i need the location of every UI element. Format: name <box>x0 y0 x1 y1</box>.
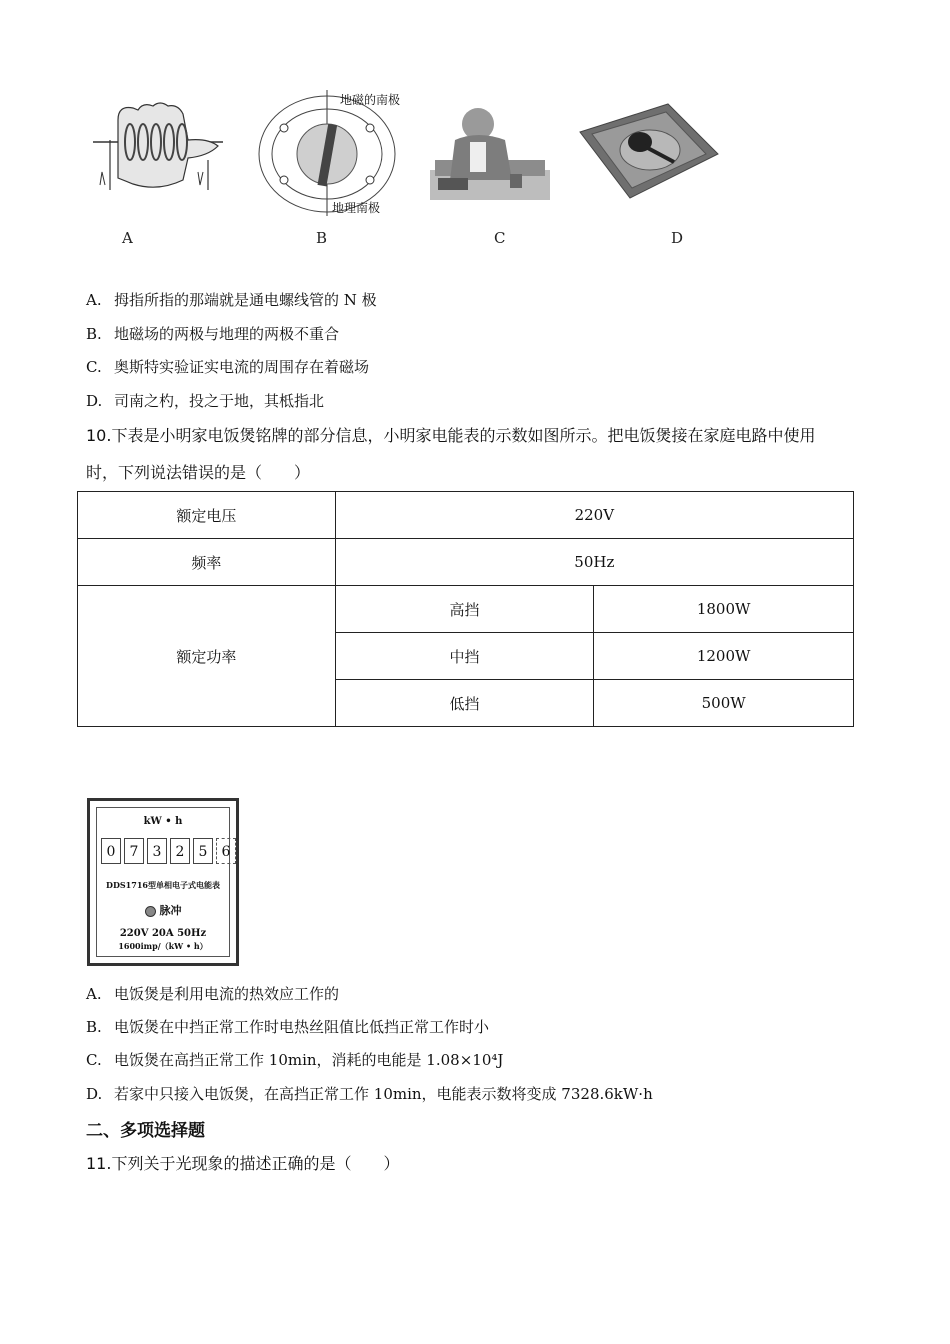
meter-imp: 1600imp/（kW • h） <box>118 941 208 951</box>
q10-option-a[interactable]: A. 电饭煲是利用电流的热效应工作的 <box>86 985 340 1003</box>
meter-digit: 0 <box>101 838 121 864</box>
power-low: 500W <box>594 680 854 727</box>
figure-b-label: B <box>316 229 328 247</box>
q10-option-d[interactable]: D. 若家中只接入电饭煲，在高挡正常工作 10min，电能表示数将变成 7328.6kW·h <box>86 1085 653 1103</box>
q9-option-c[interactable]: C. 奥斯特实验证实电流的周围存在着磁场 <box>86 358 370 376</box>
meter-digit: 3 <box>147 838 167 864</box>
q10-option-b[interactable]: B. 电饭煲在中挡正常工作时电热丝阻值比低挡正常工作时小 <box>86 1018 490 1036</box>
figure-b-bottom-caption: 地理南极 <box>332 201 381 215</box>
rice-cooker-spec-table <box>77 491 854 727</box>
gear-high: 高挡 <box>335 586 594 633</box>
energy-meter-panel <box>96 807 230 957</box>
power-mid: 1200W <box>594 633 854 680</box>
q9-option-d[interactable]: D. 司南之杓，投之于地，其柢指北 <box>86 392 325 410</box>
figure-d-sinan-compass <box>578 102 720 200</box>
figure-b-top-caption: 地磁的南极 <box>340 93 401 107</box>
table-row <box>78 586 854 633</box>
table-row <box>78 492 854 539</box>
frequency-label: 频率 <box>78 539 336 586</box>
meter-digit-decimal: 6 <box>216 838 236 864</box>
meter-spec: 220V 20A 50Hz <box>119 928 207 939</box>
meter-pulse: 脉冲 <box>97 902 229 918</box>
gear-low: 低挡 <box>335 680 594 727</box>
meter-digits <box>101 838 239 864</box>
q9-option-a[interactable]: A. 拇指所指的那端就是通电螺线管的 N 极 <box>86 291 377 309</box>
figure-c-oersted-experiment <box>430 100 550 205</box>
meter-digit: 5 <box>193 838 213 864</box>
q10-stem-line2: 时，下列说法错误的是（ ） <box>86 463 311 482</box>
q11-stem: 11.下列关于光现象的描述正确的是（ ） <box>86 1154 400 1173</box>
rated-voltage-label: 额定电压 <box>78 492 336 539</box>
table-row <box>78 539 854 586</box>
figure-d-label: D <box>671 229 684 247</box>
section-title: 二、多项选择题 <box>86 1121 205 1141</box>
frequency-value: 50Hz <box>335 539 853 586</box>
energy-meter <box>87 798 239 966</box>
figure-a-hand-coil <box>88 100 228 195</box>
meter-digit: 2 <box>170 838 190 864</box>
power-high: 1800W <box>594 586 854 633</box>
pulse-led-icon <box>145 906 156 917</box>
q10-stem-line1: 10.下表是小明家电饭煲铭牌的部分信息，小明家电能表的示数如图所示。把电饭煲接在家庭电路中使用 <box>86 426 816 445</box>
meter-unit: kW • h <box>143 816 183 827</box>
rated-voltage-value: 220V <box>335 492 853 539</box>
figure-c-label: C <box>494 229 506 247</box>
meter-digit: 7 <box>124 838 144 864</box>
q10-option-c[interactable]: C. 电饭煲在高挡正常工作 10min，消耗的电能是 1.08×10⁴J <box>86 1051 504 1069</box>
meter-model: DDS1716型单相电子式电能表 <box>106 880 220 890</box>
rated-power-label: 额定功率 <box>78 586 336 727</box>
figure-a-label: A <box>122 229 133 247</box>
q9-option-b[interactable]: B. 地磁场的两极与地理的两极不重合 <box>86 325 340 343</box>
gear-mid: 中挡 <box>335 633 594 680</box>
